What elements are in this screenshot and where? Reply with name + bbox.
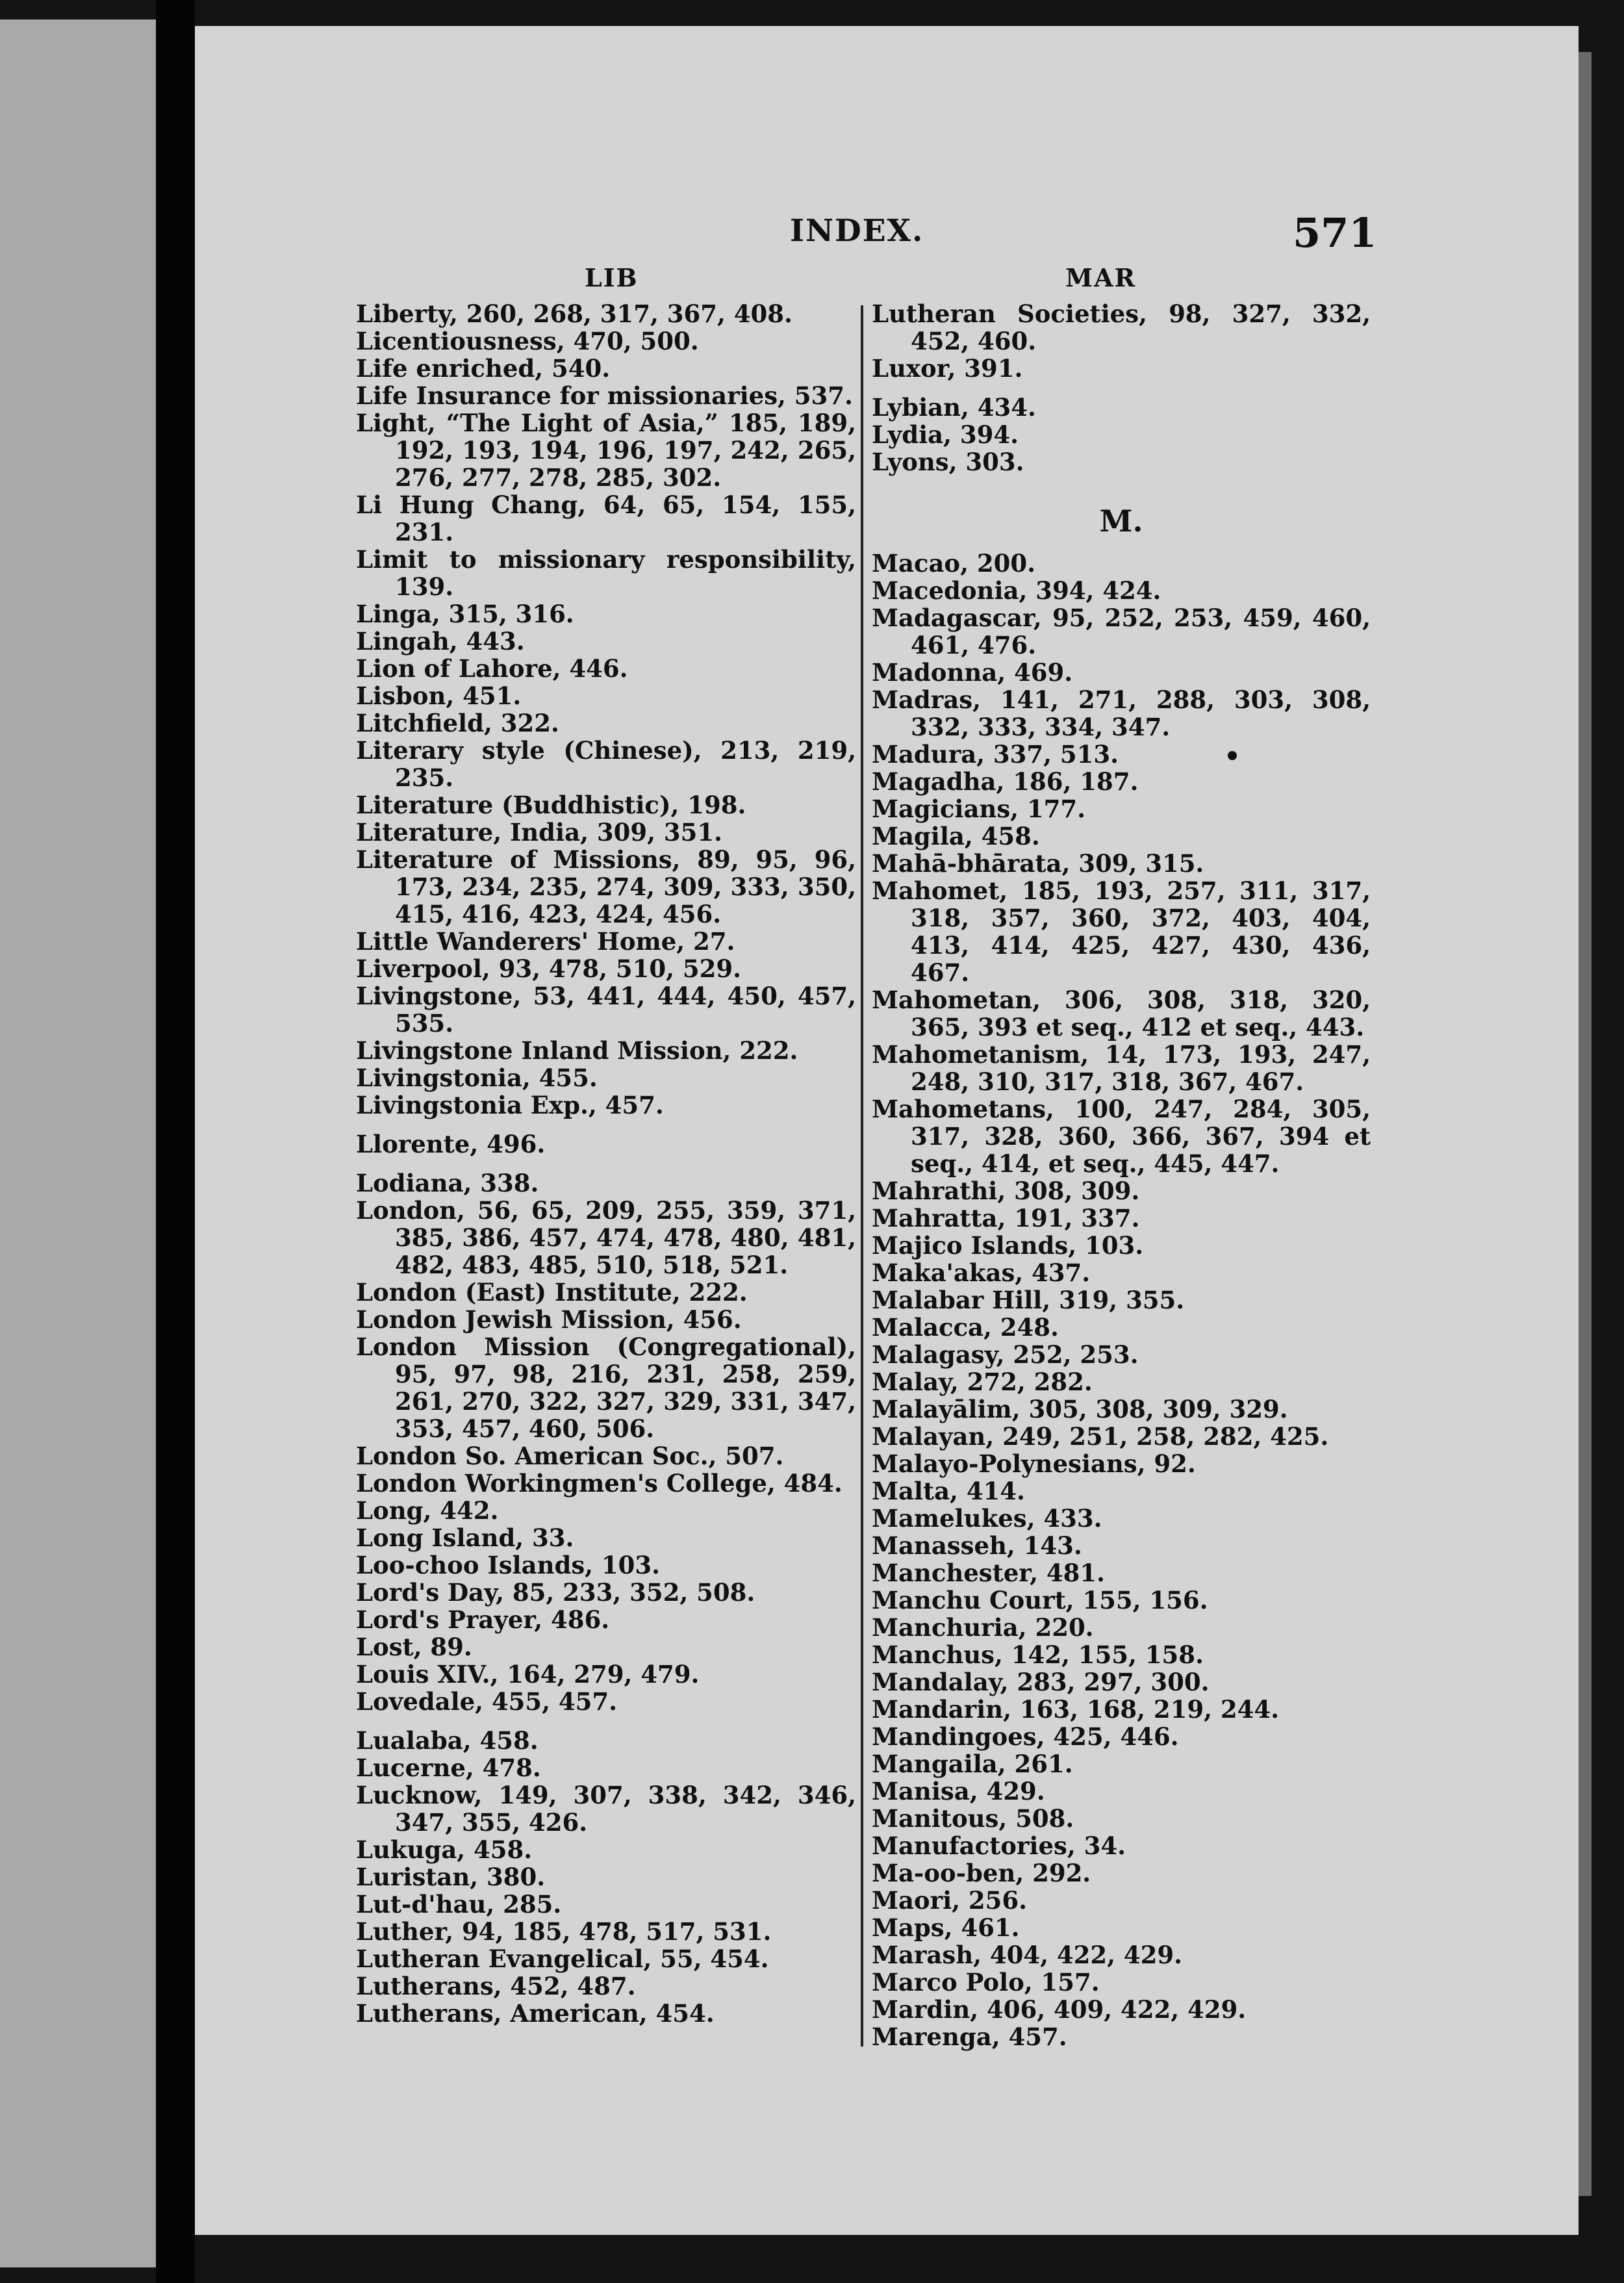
index-entry: Lucerne, 478. [356, 1754, 541, 1782]
index-entry: Maka'akas, 437. [872, 1258, 1091, 1287]
index-entry: Lutherans, American, 454. [356, 1999, 715, 2028]
index-entry: Luxor, 391. [872, 354, 1023, 383]
facing-page-edge [0, 19, 156, 2267]
index-entry: Manchester, 481. [872, 1559, 1105, 1587]
index-entry: Literature of Missions, 89, 95, 96, 173, 234, 235, 274, 309, 333, 350, 415, 416, 423, 424, 456. [356, 845, 856, 928]
index-entry: London, 56, 65, 209, 255, 359, 371, 385, 386, 457, 474, 478, 480, 481, 482, 483, 485, 510, 518, 521. [356, 1196, 856, 1279]
index-entry: Mamelukes, 433. [872, 1504, 1102, 1533]
page-number: 571 [1293, 209, 1377, 257]
index-entry: Malay, 272, 282. [872, 1368, 1093, 1396]
index-entry: Mandalay, 283, 297, 300. [872, 1668, 1210, 1696]
index-entry: Mahrathi, 308, 309. [872, 1177, 1140, 1205]
index-entry: Life enriched, 540. [356, 354, 611, 383]
index-entry: Literature (Buddhistic), 198. [356, 791, 746, 819]
index-entry: Madagascar, 95, 252, 253, 459, 460, 461, 476. [872, 604, 1371, 659]
index-entry: London Workingmen's College, 484. [356, 1469, 843, 1498]
index-entry: Malagasy, 252, 253. [872, 1340, 1139, 1369]
index-entry: Literature, India, 309, 351. [356, 818, 722, 847]
index-entry: Lybian, 434. [872, 393, 1036, 422]
index-entry: Livingstone, 53, 441, 444, 450, 457, 535. [356, 982, 856, 1038]
index-entry: Mahā-bhārata, 309, 315. [872, 849, 1204, 878]
index-entry: Ma-oo-ben, 292. [872, 1859, 1091, 1887]
index-entry: Lisbon, 451. [356, 682, 522, 710]
index-entry: Lukuga, 458. [356, 1835, 533, 1864]
index-entry: Litchfield, 322. [356, 709, 559, 737]
index-entry: Madonna, 469. [872, 658, 1073, 687]
index-entry: Li Hung Chang, 64, 65, 154, 155, 231. [356, 491, 856, 546]
index-entry: Luther, 94, 185, 478, 517, 531. [356, 1917, 772, 1946]
book-gutter [156, 0, 195, 2283]
index-entry: Livingstonia, 455. [356, 1064, 598, 1092]
index-entry: Malayo-Polynesians, 92. [872, 1449, 1196, 1478]
index-entry: Mahometanism, 14, 173, 193, 247, 248, 310, 317, 318, 367, 467. [872, 1040, 1371, 1096]
index-entry: Lut-d'hau, 285. [356, 1890, 562, 1919]
index-entry: Livingstone Inland Mission, 222. [356, 1036, 798, 1065]
index-entry: Manisa, 429. [872, 1777, 1045, 1805]
index-entry: Lion of Lahore, 446. [356, 654, 628, 683]
index-entry: Manchuria, 220. [872, 1613, 1094, 1642]
index-entry: Magila, 458. [872, 822, 1040, 850]
index-entry: London So. American Soc., 507. [356, 1442, 784, 1470]
index-entry: Luristan, 380. [356, 1863, 546, 1891]
index-entry: Maori, 256. [872, 1886, 1028, 1915]
index-entry: Long, 442. [356, 1496, 499, 1525]
index-entry: Mahometans, 100, 247, 284, 305, 317, 328, 360, 366, 367, 394 et seq., 414, et seq., 445, 447. [872, 1095, 1371, 1178]
index-entry: Manitous, 508. [872, 1804, 1074, 1833]
index-entry: Liverpool, 93, 478, 510, 529. [356, 954, 742, 983]
index-entry: Long Island, 33. [356, 1524, 574, 1552]
index-entry: Life Insurance for missionaries, 537. [356, 381, 853, 410]
index-entry: Madura, 337, 513. [872, 740, 1119, 769]
index-entry: Louis XIV., 164, 279, 479. [356, 1660, 700, 1689]
index-entry: Lord's Day, 85, 233, 352, 508. [356, 1578, 755, 1607]
index-entry: Manchus, 142, 155, 158. [872, 1640, 1204, 1669]
index-entry: Linga, 315, 316. [356, 600, 574, 628]
index-entry: Maps, 461. [872, 1913, 1020, 1942]
index-entry: Manufactories, 34. [872, 1831, 1126, 1860]
index-entry: Limit to missionary responsibility, 139. [356, 545, 856, 601]
index-entry: Mardin, 406, 409, 422, 429. [872, 1995, 1247, 2024]
index-column-right [872, 300, 1371, 2050]
index-entry: London Jewish Mission, 456. [356, 1305, 742, 1334]
index-entry: Malabar Hill, 319, 355. [872, 1286, 1185, 1314]
index-entry: Lost, 89. [356, 1633, 472, 1661]
index-entry: Literary style (Chinese), 213, 219, 235. [356, 736, 856, 792]
index-entry: Madras, 141, 271, 288, 303, 308, 332, 333, 334, 347. [872, 685, 1371, 741]
index-entry: Manasseh, 143. [872, 1531, 1082, 1560]
index-entry: Mangaila, 261. [872, 1750, 1073, 1778]
index-entry: Lodiana, 338. [356, 1169, 539, 1197]
index-entry: Loo-choo Islands, 103. [356, 1551, 661, 1579]
index-entry: Lovedale, 455, 457. [356, 1687, 618, 1716]
index-entry: London (East) Institute, 222. [356, 1278, 748, 1307]
guide-word-right: MAR [1065, 263, 1137, 292]
index-entry: Magadha, 186, 187. [872, 767, 1139, 796]
index-entry: Little Wanderers' Home, 27. [356, 927, 735, 956]
column-divider [861, 305, 863, 2047]
guide-word-left: LIB [585, 263, 639, 292]
index-entry: Lutheran Evangelical, 55, 454. [356, 1945, 769, 1973]
index-entry: Mahomet, 185, 193, 257, 311, 317, 318, 357, 360, 372, 403, 404, 413, 414, 425, 427, 430, 436, 467. [872, 876, 1371, 987]
index-entry: Marco Polo, 157. [872, 1968, 1100, 1996]
index-entry: Livingstonia Exp., 457. [356, 1091, 664, 1119]
running-head-title: INDEX. [790, 213, 924, 249]
page-edge-right [1579, 52, 1592, 2196]
index-entry: Lualaba, 458. [356, 1726, 539, 1755]
index-entry: Lutherans, 452, 487. [356, 1972, 636, 2000]
section-letter-heading: M. [1099, 504, 1143, 539]
index-entry: Licentiousness, 470, 500. [356, 327, 699, 355]
index-entry: Liberty, 260, 268, 317, 367, 408. [356, 300, 793, 328]
index-entry: Mandingoes, 425, 446. [872, 1722, 1179, 1751]
index-entry: Magicians, 177. [872, 795, 1086, 823]
index-entry: Marash, 404, 422, 429. [872, 1941, 1183, 1969]
index-entry: Mandarin, 163, 168, 219, 244. [872, 1695, 1279, 1724]
index-entry: Lyons, 303. [872, 448, 1024, 476]
index-entry: Lutheran Societies, 98, 327, 332, 452, 460. [872, 300, 1371, 355]
index-entry: Malayan, 249, 251, 258, 282, 425. [872, 1422, 1329, 1451]
index-entry: Llorente, 496. [356, 1130, 546, 1158]
index-entry: Lord's Prayer, 486. [356, 1605, 610, 1634]
index-entry: Majico Islands, 103. [872, 1231, 1144, 1260]
index-entry: Marenga, 457. [872, 2022, 1067, 2051]
index-entry: Malayālim, 305, 308, 309, 329. [872, 1395, 1288, 1423]
index-entry: Macedonia, 394, 424. [872, 576, 1161, 605]
index-entry: Malacca, 248. [872, 1313, 1059, 1342]
index-column-left [356, 300, 856, 2027]
index-entry: Lydia, 394. [872, 420, 1019, 449]
index-entry: Lingah, 443. [356, 627, 525, 656]
index-entry: Mahometan, 306, 308, 318, 320, 365, 393 et seq., 412 et seq., 443. [872, 986, 1371, 1041]
index-entry: Mahratta, 191, 337. [872, 1204, 1140, 1232]
index-entry: Macao, 200. [872, 549, 1035, 578]
index-entry: London Mission (Congregational), 95, 97, 98, 216, 231, 258, 259, 261, 270, 322, 327, 329, 331, 347, 353, 457, 460, 506. [356, 1333, 856, 1443]
index-entry: Manchu Court, 155, 156. [872, 1586, 1208, 1614]
index-entry: Malta, 414. [872, 1477, 1025, 1505]
index-entry: Light, “The Light of Asia,” 185, 189, 192, 193, 194, 196, 197, 242, 265, 276, 277, 278, 285, 302. [356, 409, 856, 492]
index-entry: Lucknow, 149, 307, 338, 342, 346, 347, 355, 426. [356, 1781, 856, 1837]
